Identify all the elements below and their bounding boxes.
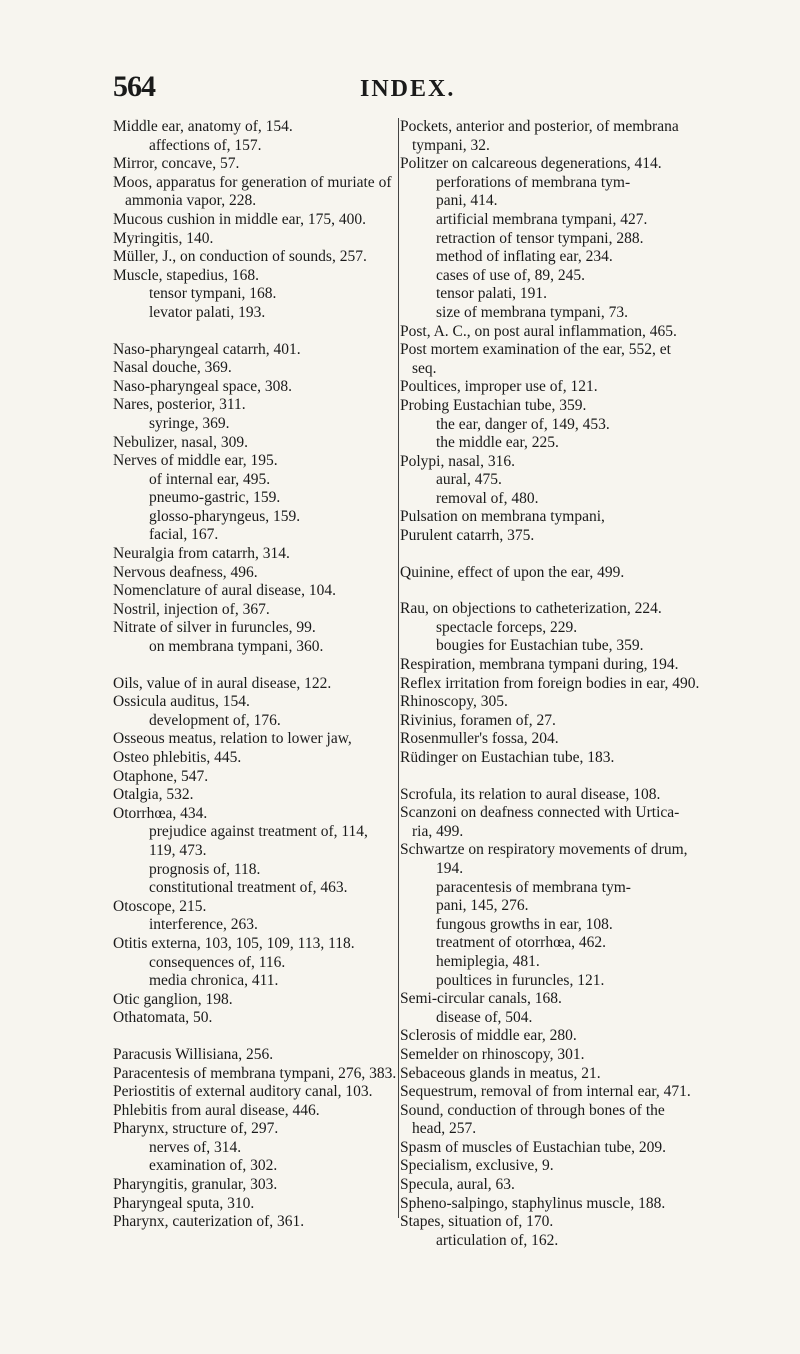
index-subentry: cases of use of, 89, 245. xyxy=(436,266,585,284)
index-subentry: hemiplegia, 481. xyxy=(436,952,540,970)
index-subentry: examination of, 302. xyxy=(149,1157,278,1175)
index-entry: Post, A. C., on post aural inflammation, 465. xyxy=(400,322,677,340)
index-entry: Pockets, anterior and posterior, of membrana xyxy=(400,118,679,135)
index-subentry: glosso-pharyngeus, 159. xyxy=(149,507,301,525)
index-subentry: retraction of tensor tympani, 288. xyxy=(436,229,644,247)
index-entry: Middle ear, anatomy of, 154. xyxy=(113,118,293,135)
index-entry: Osseous meatus, relation to lower jaw, xyxy=(113,730,352,748)
index-entry: Nitrate of silver in furuncles, 99. xyxy=(113,619,316,637)
index-entry: Mirror, concave, 57. xyxy=(113,155,240,173)
index-subentry: pani, 414. xyxy=(436,192,498,210)
index-entry: Purulent catarrh, 375. xyxy=(400,527,535,545)
index-subentry: levator palati, 193. xyxy=(149,303,266,321)
index-entry: Otaphone, 547. xyxy=(113,767,209,785)
index-entry: Sequestrum, removal of from internal ear, 471. xyxy=(400,1083,691,1101)
index-entry: Sebaceous glands in meatus, 21. xyxy=(400,1064,601,1082)
index-subentry: artificial membrana tympani, 427. xyxy=(436,210,648,228)
index-entry: Rivinius, foramen of, 27. xyxy=(400,711,556,729)
index-subentry: method of inflating ear, 234. xyxy=(436,248,613,266)
index-subentry: affections of, 157. xyxy=(149,136,262,154)
index-entry: Poultices, improper use of, 121. xyxy=(400,378,598,396)
index-subentry: articulation of, 162. xyxy=(436,1231,559,1249)
index-entry: Probing Eustachian tube, 359. xyxy=(400,396,587,414)
index-subentry: 194. xyxy=(436,859,464,877)
index-entry: Oils, value of in aural disease, 122. xyxy=(113,674,332,692)
section-gap xyxy=(113,323,403,341)
index-entry: Otic ganglion, 198. xyxy=(113,990,233,1008)
index-entry: Nervous deafness, 496. xyxy=(113,563,258,581)
index-entry: Spasm of muscles of Eustachian tube, 209. xyxy=(400,1138,667,1156)
index-subentry: prognosis of, 118. xyxy=(149,860,261,878)
index-entry: Specula, aural, 63. xyxy=(400,1176,515,1194)
index-entry: Nares, posterior, 311. xyxy=(113,396,246,414)
index-entry: Naso-pharyngeal catarrh, 401. xyxy=(113,340,301,358)
index-entry: Nerves of middle ear, 195. xyxy=(113,452,278,470)
index-entry: Pharynx, cauterization of, 361. xyxy=(113,1213,305,1231)
index-subentry: consequences of, 116. xyxy=(149,953,286,971)
page-header xyxy=(0,70,800,110)
index-subentry: size of membrana tympani, 73. xyxy=(436,303,628,321)
index-entry: Scanzoni on deafness connected with Urtica- xyxy=(400,804,680,822)
index-subentry: interference, 263. xyxy=(149,916,258,934)
index-entry: Osteo phlebitis, 445. xyxy=(113,749,242,766)
index-entry: Post mortem examination of the ear, 552, et xyxy=(400,341,671,359)
index-entry-continuation: ammonia vapor, 228. xyxy=(125,192,257,210)
index-entry: Otalgia, 532. xyxy=(113,786,194,804)
index-subentry: constitutional treatment of, 463. xyxy=(149,879,348,897)
index-entry: Specialism, exclusive, 9. xyxy=(400,1157,554,1175)
index-entry: Quinine, effect of upon the ear, 499. xyxy=(400,563,625,581)
index-subentry: perforations of membrana tym- xyxy=(436,173,631,191)
index-entry-continuation: ria, 499. xyxy=(412,822,464,840)
index-subentry: poultices in furuncles, 121. xyxy=(436,971,605,989)
index-subentry: syringe, 369. xyxy=(149,414,230,432)
index-subentry: the ear, danger of, 149, 453. xyxy=(436,415,610,433)
index-subentry: tensor palati, 191. xyxy=(436,285,548,303)
index-entry: Müller, J., on conduction of sounds, 257. xyxy=(113,248,367,266)
index-entry: Othatomata, 50. xyxy=(113,1009,213,1027)
index-entry-continuation: head, 257. xyxy=(412,1120,477,1138)
index-entry: Otoscope, 215. xyxy=(113,897,207,915)
index-entry: Pharyngeal sputa, 310. xyxy=(113,1194,255,1212)
index-entry: Pharynx, structure of, 297. xyxy=(113,1120,279,1138)
index-entry: Mucous cushion in middle ear, 175, 400. xyxy=(113,210,366,228)
index-entry: Muscle, stapedius, 168. xyxy=(113,266,259,284)
index-subentry: fungous growths in ear, 108. xyxy=(436,915,613,933)
page-title: INDEX. xyxy=(360,76,456,102)
index-entry: Otitis externa, 103, 105, 109, 113, 118. xyxy=(113,934,355,952)
index-subentry: pani, 145, 276. xyxy=(436,897,529,915)
index-entry: Neuralgia from catarrh, 314. xyxy=(113,545,290,563)
index-subentry: development of, 176. xyxy=(149,711,281,729)
index-entry: Nostril, injection of, 367. xyxy=(113,600,270,618)
index-entry: Phlebitis from aural disease, 446. xyxy=(113,1101,320,1119)
index-subentry: tensor tympani, 168. xyxy=(149,285,277,303)
index-entry: Semelder on rhinoscopy, 301. xyxy=(400,1045,585,1063)
index-entry-continuation: tympani, 32. xyxy=(412,136,490,154)
index-column-left xyxy=(113,118,403,1232)
index-subentry: of internal ear, 495. xyxy=(149,470,271,488)
index-subentry: aural, 475. xyxy=(436,471,502,489)
index-entry: Spheno-salpingo, staphylinus muscle, 188. xyxy=(400,1194,666,1212)
index-subentry: prejudice against treatment of, 114, xyxy=(149,823,368,841)
section-gap xyxy=(113,657,403,675)
section-gap xyxy=(400,546,700,564)
index-entry: Moos, apparatus for generation of muriate of xyxy=(113,173,392,191)
index-entry: Scrofula, its relation to aural disease, 108. xyxy=(400,785,661,803)
index-entry-continuation: seq. xyxy=(412,359,437,377)
index-subentry: bougies for Eustachian tube, 359. xyxy=(436,637,644,655)
index-subentry: disease of, 504. xyxy=(436,1008,533,1026)
index-subentry: pneumo-gastric, 159. xyxy=(149,489,281,507)
index-entry: Nasal douche, 369. xyxy=(113,359,232,377)
index-entry: Paracentesis of membrana tympani, 276, 383. xyxy=(113,1064,397,1082)
index-entry: Paracusis Willisiana, 256. xyxy=(113,1045,274,1063)
index-entry: Pharyngitis, granular, 303. xyxy=(113,1176,278,1194)
index-column-right xyxy=(400,118,700,1250)
index-entry: Nomenclature of aural disease, 104. xyxy=(113,582,336,600)
index-subentry: treatment of otorrhœa, 462. xyxy=(436,934,607,952)
index-entry: Stapes, situation of, 170. xyxy=(400,1213,554,1231)
index-entry: Nebulizer, nasal, 309. xyxy=(113,433,248,451)
index-entry: Schwartze on respiratory movements of drum, xyxy=(400,841,688,859)
index-entry: Myringitis, 140. xyxy=(113,229,214,247)
index-subentry: on membrana tympani, 360. xyxy=(149,638,324,656)
column-divider xyxy=(398,118,399,1218)
index-entry: Rau, on objections to catheterization, 224. xyxy=(400,600,662,618)
index-entry: Politzer on calcareous degenerations, 414. xyxy=(400,155,662,173)
index-entry: Sclerosis of middle ear, 280. xyxy=(400,1027,577,1045)
index-entry: Naso-pharyngeal space, 308. xyxy=(113,377,293,395)
index-entry: Reflex irritation from foreign bodies in ear, 490. xyxy=(400,674,700,692)
index-subentry: spectacle forceps, 229. xyxy=(436,618,578,636)
index-subentry: nerves of, 314. xyxy=(149,1138,242,1156)
index-subentry: facial, 167. xyxy=(149,526,219,544)
index-entry: Rhinoscopy, 305. xyxy=(400,693,508,711)
index-entry: Otorrhœa, 434. xyxy=(113,804,208,822)
section-gap xyxy=(400,768,700,786)
index-entry: Rosenmuller's fossa, 204. xyxy=(400,730,559,748)
index-entry: Semi-circular canals, 168. xyxy=(400,990,562,1008)
page-number: 564 xyxy=(113,70,155,103)
index-subentry: 119, 473. xyxy=(149,841,207,859)
index-subentry: removal of, 480. xyxy=(436,489,539,507)
index-entry: Rüdinger on Eustachian tube, 183. xyxy=(400,749,615,766)
section-gap xyxy=(400,582,700,600)
index-entry: Pulsation on membrana tympani, xyxy=(400,508,605,526)
index-subentry: the middle ear, 225. xyxy=(436,434,559,452)
index-entry: Ossicula auditus, 154. xyxy=(113,693,250,711)
index-entry: Periostitis of external auditory canal, 103. xyxy=(113,1083,373,1101)
section-gap xyxy=(113,1028,403,1046)
index-entry: Polypi, nasal, 316. xyxy=(400,452,515,470)
index-entry: Respiration, membrana tympani during, 194. xyxy=(400,656,679,674)
index-subentry: paracentesis of membrana tym- xyxy=(436,878,631,896)
index-subentry: media chronica, 411. xyxy=(149,972,279,990)
index-entry: Sound, conduction of through bones of the xyxy=(400,1101,665,1119)
